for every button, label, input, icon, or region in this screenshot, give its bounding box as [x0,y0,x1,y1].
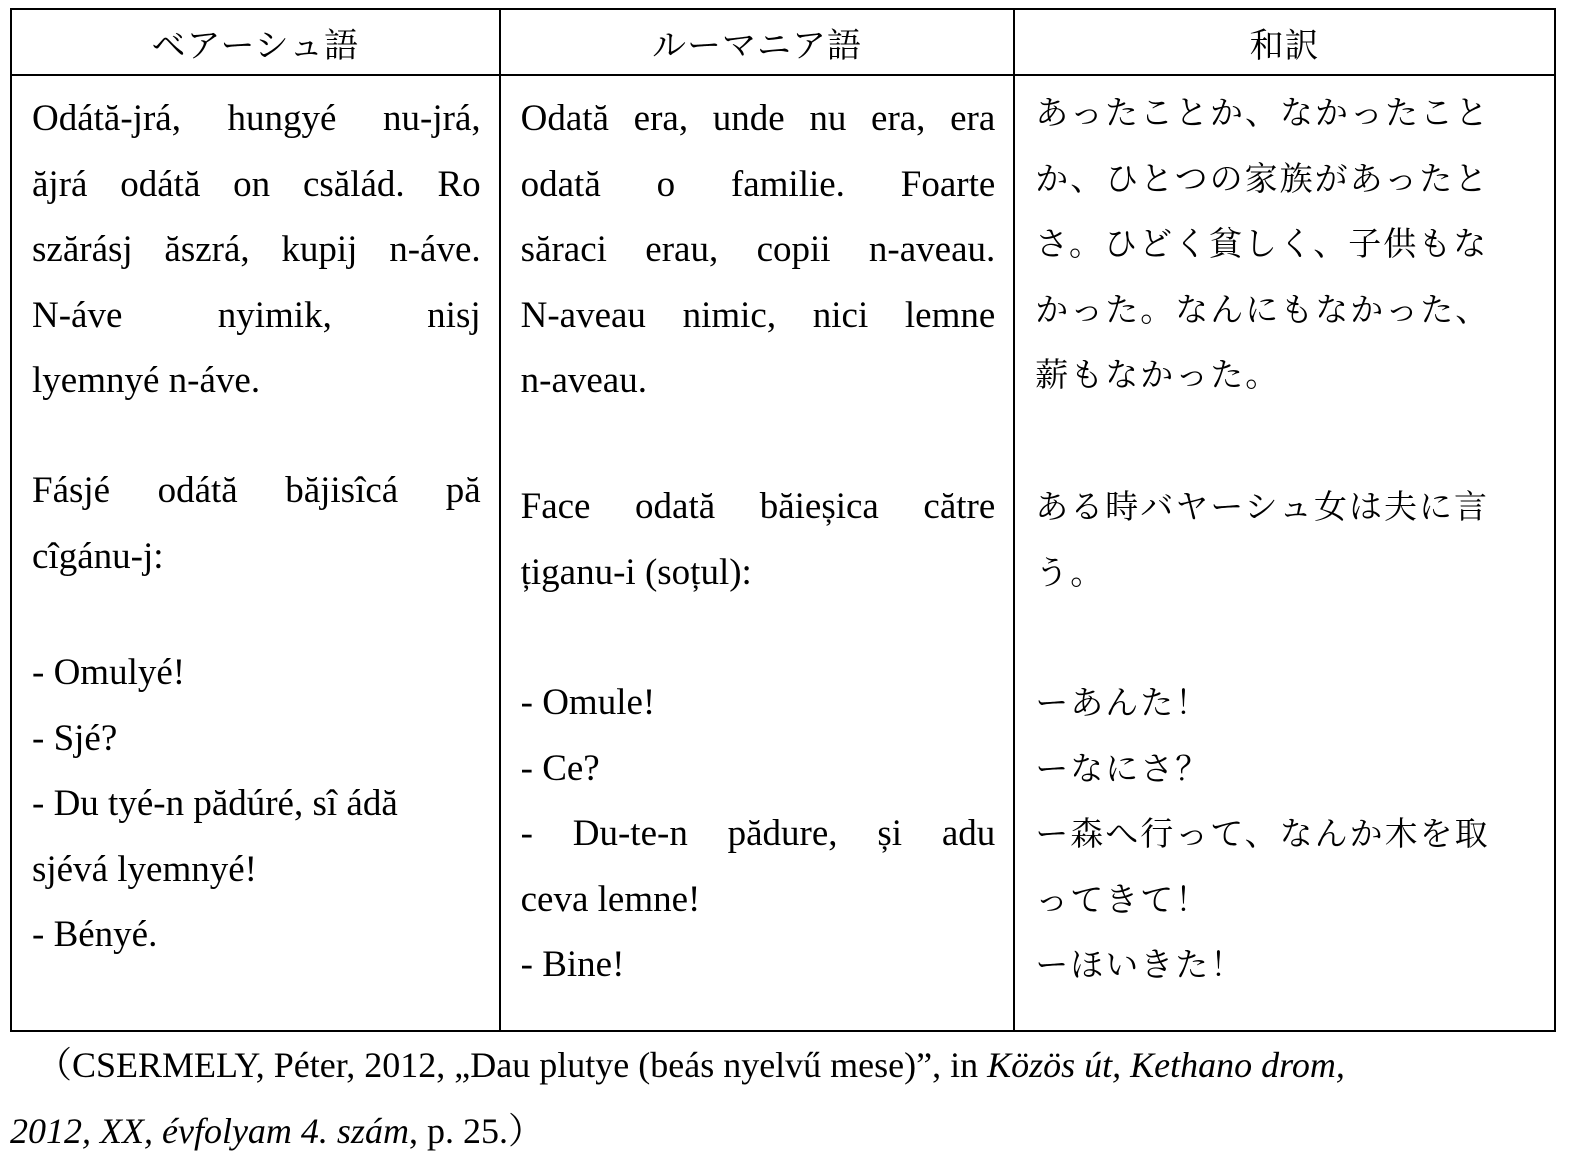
citation-page: , p. 25.） [408,1111,544,1151]
header-japanese: 和訳 [1014,9,1555,75]
romanian-paragraph-1 [521,86,996,414]
romanian-p1-line: săraci erau, copii n-aveau. [520,229,996,270]
romanian-p3-line: - Bine! [520,944,625,985]
beash-p3-line: - Sjé? [32,717,118,759]
japanese-p1-line: さ。ひどく貧しく、子供もな [1035,224,1489,263]
beash-p1-line: Odátă-jrá, hungyé nu-jrá, [32,98,481,139]
japanese-p1-line: あったことか、なかったこと [1035,93,1490,132]
romanian-p1-line: n-aveau. [520,360,647,401]
beash-p2-line: Fásjé odátă băjisîcá pă [32,470,481,511]
citation-journal-title: Közös út, Kethano drom, [987,1045,1345,1085]
beash-p1-line: N-áve nyimik, nisj [32,294,481,336]
beash-p2-line: cîgánu-j: [32,535,164,577]
romanian-paragraph-3 [521,670,996,998]
japanese-p3-line: ってきて！ [1035,879,1211,919]
source-citation [10,1032,1566,1164]
japanese-p2-line: う。 [1035,552,1106,592]
beash-paragraph-1 [32,86,481,414]
beash-p1-line: szărásj ăszrá, kupij n-áve. [32,229,481,270]
japanese-paragraph-3 [1035,670,1536,998]
header-romanian: ルーマニア語 [500,9,1015,75]
content-row [11,75,1555,1031]
japanese-p2-line: ある時バヤーシュ女は夫に言 [1035,487,1489,526]
japanese-p3-line: ー森へ行って、なんか木を取 [1035,814,1490,853]
romanian-p3-line: - Du-te-n pădure, și adu [520,813,996,854]
japanese-cell [1014,75,1555,1031]
japanese-p1-line: か、ひとつの家族があったと [1035,158,1490,198]
japanese-p3-line: ーほいきた！ [1035,945,1246,984]
beash-p3-line: - Omulyé! [32,652,186,693]
romanian-p3-line: ceva lemne! [520,878,701,920]
beash-p1-line: ăjrá odátă on csălád. Ro [32,163,481,205]
japanese-p1-line: 薪もなかった。 [1035,355,1281,394]
beash-p1-line: lyemnyé n-áve. [32,360,261,401]
romanian-paragraph-2 [521,474,996,605]
beash-paragraph-3 [32,640,481,968]
header-beash: ベアーシュ語 [11,9,500,75]
header-row [11,9,1555,75]
citation-line-1 [10,1032,1566,1098]
romanian-cell [500,75,1015,1031]
romanian-p3-line: - Omule! [520,682,656,723]
citation-text: （CSERMELY, Péter, 2012, „Dau plutye (beás nyelvű mese)”, in [36,1045,988,1085]
romanian-p2-line: Face odată băieșica către [520,486,996,527]
beash-paragraph-2 [32,458,481,589]
japanese-paragraph-1 [1035,80,1536,408]
beash-p3-line: sjévá lyemnyé! [32,848,257,890]
japanese-paragraph-2 [1035,474,1536,605]
citation-line-2 [10,1098,1566,1164]
japanese-p1-line: かった。なんにもなかった、 [1035,289,1491,329]
citation-journal-issue: 2012, XX, évfolyam 4. szám [10,1111,409,1151]
romanian-p1-line: N-aveau nimic, nici lemne [520,294,996,336]
bilingual-text-table [10,8,1556,1032]
romanian-p2-line: țiganu-i (soțul): [520,551,752,593]
romanian-p1-line: Odată era, unde nu era, era [520,98,996,139]
beash-cell [11,75,500,1031]
beash-p3-line: - Bényé. [32,914,158,955]
japanese-p3-line: ーなにさ？ [1035,748,1211,788]
japanese-p3-line: ーあんた！ [1035,683,1211,722]
romanian-p3-line: - Ce? [520,747,600,789]
beash-p3-line: - Du tyé-n pădúré, sî ádă [32,783,398,824]
romanian-p1-line: odată o familie. Foarte [520,163,996,205]
